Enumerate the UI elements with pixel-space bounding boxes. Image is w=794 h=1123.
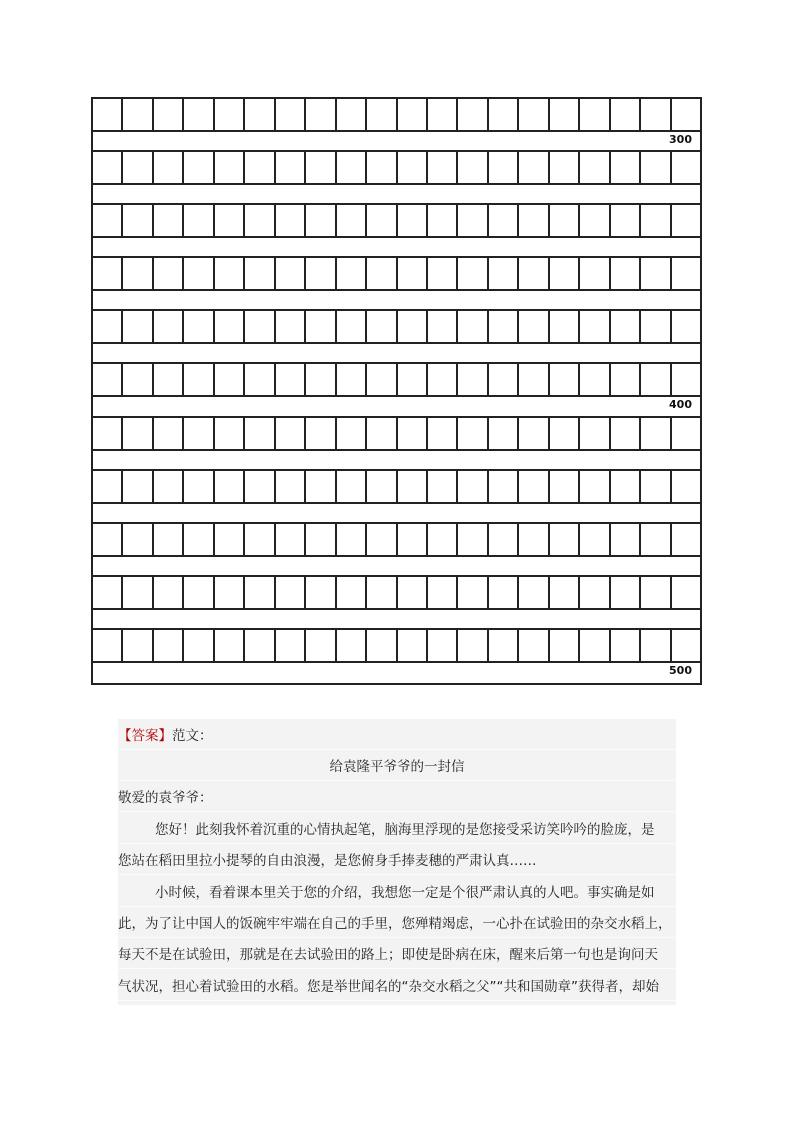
grid-cell[interactable] — [276, 152, 306, 183]
grid-cell[interactable] — [276, 99, 306, 130]
grid-row — [93, 524, 700, 555]
grid-cell[interactable] — [93, 99, 123, 130]
grid-cell[interactable] — [306, 630, 336, 661]
grid-cell[interactable] — [215, 311, 245, 342]
letter-line: 此，为了让中国人的饭碗牢牢端在自己的手里，您殚精竭虑，一心扑在试验田的杂交水稻上， — [118, 911, 676, 938]
grid-cell[interactable] — [276, 524, 306, 555]
grid-cell[interactable] — [367, 311, 397, 342]
grid-cell[interactable] — [245, 524, 275, 555]
letter-title: 给袁隆平爷爷的一封信 — [118, 754, 676, 781]
grid-cell[interactable] — [489, 99, 519, 130]
grid-cell[interactable] — [184, 258, 214, 289]
grid-cell[interactable] — [276, 630, 306, 661]
grid-cell[interactable] — [398, 524, 428, 555]
grid-cell[interactable] — [367, 99, 397, 130]
grid-cell[interactable] — [489, 630, 519, 661]
grid-cell[interactable] — [550, 418, 580, 449]
grid-cell[interactable] — [93, 471, 123, 502]
grid-cell[interactable] — [154, 205, 184, 236]
grid-cell[interactable] — [184, 524, 214, 555]
grid-cell[interactable] — [458, 205, 488, 236]
grid-cell[interactable] — [519, 152, 549, 183]
grid-line — [93, 555, 700, 557]
grid-cell[interactable] — [672, 630, 700, 661]
grid-cell[interactable] — [306, 152, 336, 183]
grid-cell[interactable] — [611, 205, 641, 236]
grid-cell[interactable] — [154, 630, 184, 661]
grid-cell[interactable] — [367, 258, 397, 289]
grid-cell[interactable] — [428, 577, 458, 608]
grid-line — [93, 342, 700, 344]
grid-cell[interactable] — [93, 630, 123, 661]
grid-cell[interactable] — [154, 258, 184, 289]
grid-cell[interactable] — [580, 364, 610, 395]
grid-row — [93, 630, 700, 661]
grid-cell[interactable] — [276, 258, 306, 289]
grid-cell[interactable] — [215, 258, 245, 289]
grid-cell[interactable] — [93, 311, 123, 342]
grid-cell[interactable] — [611, 577, 641, 608]
grid-cell[interactable] — [458, 471, 488, 502]
grid-cell[interactable] — [154, 577, 184, 608]
grid-cell[interactable] — [184, 630, 214, 661]
answer-tag: 【答案】 — [118, 728, 172, 744]
grid-cell[interactable] — [489, 577, 519, 608]
grid-cell[interactable] — [154, 471, 184, 502]
grid-cell[interactable] — [672, 418, 700, 449]
grid-cell[interactable] — [154, 418, 184, 449]
grid-cell[interactable] — [489, 152, 519, 183]
grid-line — [93, 449, 700, 451]
grid-cell[interactable] — [611, 258, 641, 289]
grid-cell[interactable] — [672, 524, 700, 555]
grid-cell[interactable] — [276, 364, 306, 395]
grid-cell[interactable] — [215, 471, 245, 502]
grid-cell[interactable] — [519, 418, 549, 449]
grid-cell[interactable] — [184, 471, 214, 502]
grid-cell[interactable] — [672, 364, 700, 395]
grid-cell[interactable] — [337, 524, 367, 555]
grid-cell[interactable] — [245, 258, 275, 289]
grid-cell[interactable] — [550, 258, 580, 289]
grid-cell[interactable] — [184, 364, 214, 395]
word-count-marker: 400 — [669, 398, 692, 412]
grid-cell[interactable] — [123, 577, 153, 608]
grid-cell[interactable] — [550, 99, 580, 130]
grid-cell[interactable] — [398, 311, 428, 342]
grid-cell[interactable] — [519, 471, 549, 502]
letter-line: 气状况，担心着试验田的水稻。您是举世闻名的“杂交水稻之父”“共和国勋章”获得者，却始 — [118, 974, 676, 1001]
grid-cell[interactable] — [154, 99, 184, 130]
grid-cell[interactable] — [641, 524, 671, 555]
grid-cell[interactable] — [93, 418, 123, 449]
grid-cell[interactable] — [489, 258, 519, 289]
grid-cell[interactable] — [580, 577, 610, 608]
grid-cell[interactable] — [154, 364, 184, 395]
grid-line — [93, 608, 700, 610]
grid-line — [93, 502, 700, 504]
grid-cell[interactable] — [580, 311, 610, 342]
grid-line — [93, 661, 700, 663]
grid-row — [93, 577, 700, 608]
grid-cell[interactable] — [215, 205, 245, 236]
grid-cell[interactable] — [123, 152, 153, 183]
grid-cell[interactable] — [398, 152, 428, 183]
grid-cell[interactable] — [367, 364, 397, 395]
grid-cell[interactable] — [123, 205, 153, 236]
grid-cell[interactable] — [245, 205, 275, 236]
grid-cell[interactable] — [215, 364, 245, 395]
grid-cell[interactable] — [580, 418, 610, 449]
grid-cell[interactable] — [306, 418, 336, 449]
letter-line: 小时候，看着课本里关于您的介绍，我想您一定是个很严肃认真的人吧。事实确是如 — [118, 880, 676, 907]
grid-cell[interactable] — [276, 205, 306, 236]
grid-cell[interactable] — [367, 205, 397, 236]
grid-cell[interactable] — [672, 577, 700, 608]
grid-cell[interactable] — [215, 418, 245, 449]
grid-cell[interactable] — [550, 471, 580, 502]
grid-cell[interactable] — [123, 364, 153, 395]
grid-cell[interactable] — [93, 152, 123, 183]
word-count-marker: 300 — [669, 133, 692, 146]
grid-cell[interactable] — [245, 364, 275, 395]
grid-cell[interactable] — [367, 471, 397, 502]
grid-cell[interactable] — [611, 311, 641, 342]
grid-cell[interactable] — [337, 311, 367, 342]
grid-cell[interactable] — [611, 364, 641, 395]
grid-cell[interactable] — [519, 524, 549, 555]
grid-cell[interactable] — [580, 205, 610, 236]
grid-cell[interactable] — [611, 524, 641, 555]
grid-line — [93, 183, 700, 185]
grid-line — [93, 236, 700, 238]
grid-cell[interactable] — [337, 577, 367, 608]
grid-cell[interactable] — [428, 524, 458, 555]
grid-row — [93, 152, 700, 183]
grid-cell[interactable] — [489, 205, 519, 236]
grid-cell[interactable] — [489, 311, 519, 342]
grid-cell[interactable] — [337, 258, 367, 289]
grid-cell[interactable] — [306, 311, 336, 342]
grid-cell[interactable] — [672, 471, 700, 502]
grid-cell[interactable] — [550, 364, 580, 395]
grid-cell[interactable] — [458, 364, 488, 395]
grid-cell[interactable] — [367, 630, 397, 661]
grid-cell[interactable] — [519, 99, 549, 130]
grid-cell[interactable] — [306, 364, 336, 395]
grid-cell[interactable] — [245, 418, 275, 449]
grid-cell[interactable] — [672, 258, 700, 289]
grid-cell[interactable] — [428, 152, 458, 183]
grid-cell[interactable] — [123, 311, 153, 342]
grid-cell[interactable] — [641, 418, 671, 449]
grid-cell[interactable] — [580, 99, 610, 130]
grid-cell[interactable] — [93, 577, 123, 608]
grid-cell[interactable] — [458, 152, 488, 183]
letter-line: 每天不是在试验田，那就是在去试验田的路上；即使是卧病在床，醒来后第一句也是询问天 — [118, 942, 676, 969]
grid-cell[interactable] — [672, 152, 700, 183]
grid-cell[interactable] — [306, 258, 336, 289]
grid-cell[interactable] — [519, 258, 549, 289]
grid-cell[interactable] — [489, 471, 519, 502]
grid-cell[interactable] — [184, 99, 214, 130]
grid-cell[interactable] — [641, 205, 671, 236]
grid-cell[interactable] — [672, 311, 700, 342]
grid-cell[interactable] — [245, 471, 275, 502]
grid-cell[interactable] — [154, 152, 184, 183]
grid-cell[interactable] — [93, 364, 123, 395]
grid-cell[interactable] — [428, 630, 458, 661]
grid-cell[interactable] — [580, 524, 610, 555]
grid-cell[interactable] — [458, 311, 488, 342]
grid-cell[interactable] — [215, 630, 245, 661]
grid-cell[interactable] — [306, 577, 336, 608]
grid-cell[interactable] — [337, 205, 367, 236]
word-count-marker: 500 — [669, 663, 692, 677]
grid-cell[interactable] — [93, 258, 123, 289]
grid-cell[interactable] — [672, 205, 700, 236]
grid-cell[interactable] — [489, 524, 519, 555]
grid-cell[interactable] — [306, 99, 336, 130]
grid-cell[interactable] — [611, 99, 641, 130]
grid-cell[interactable] — [184, 152, 214, 183]
grid-cell[interactable] — [580, 258, 610, 289]
grid-cell[interactable] — [398, 258, 428, 289]
answer-label — [118, 723, 676, 750]
grid-row — [93, 258, 700, 289]
grid-cell[interactable] — [93, 524, 123, 555]
grid-row — [93, 205, 700, 236]
grid-cell[interactable] — [184, 577, 214, 608]
grid-cell[interactable] — [215, 577, 245, 608]
grid-cell[interactable] — [123, 471, 153, 502]
grid-line — [93, 289, 700, 291]
grid-cell[interactable] — [245, 152, 275, 183]
grid-cell[interactable] — [337, 471, 367, 502]
grid-cell[interactable] — [580, 471, 610, 502]
grid-cell[interactable] — [276, 311, 306, 342]
grid-cell[interactable] — [337, 418, 367, 449]
grid-cell[interactable] — [519, 205, 549, 236]
grid-cell[interactable] — [367, 418, 397, 449]
grid-cell[interactable] — [641, 630, 671, 661]
grid-cell[interactable] — [641, 258, 671, 289]
grid-cell[interactable] — [154, 311, 184, 342]
grid-cell[interactable] — [337, 630, 367, 661]
letter-line: 您好！此刻我怀着沉重的心情执起笔，脑海里浮现的是您接受采访笑吟吟的脸庞，是 — [118, 817, 676, 844]
grid-cell[interactable] — [367, 524, 397, 555]
grid-cell[interactable] — [489, 364, 519, 395]
grid-cell[interactable] — [123, 258, 153, 289]
grid-cell[interactable] — [398, 471, 428, 502]
grid-row — [93, 311, 700, 342]
grid-cell[interactable] — [550, 524, 580, 555]
grid-cell[interactable] — [550, 205, 580, 236]
grid-cell[interactable] — [398, 577, 428, 608]
grid-cell[interactable] — [337, 364, 367, 395]
grid-cell[interactable] — [489, 418, 519, 449]
grid-cell[interactable] — [428, 99, 458, 130]
grid-cell[interactable] — [641, 99, 671, 130]
grid-cell[interactable] — [428, 364, 458, 395]
grid-cell[interactable] — [519, 364, 549, 395]
grid-cell[interactable] — [428, 205, 458, 236]
grid-line — [93, 395, 700, 397]
grid-cell[interactable] — [154, 524, 184, 555]
grid-cell[interactable] — [428, 471, 458, 502]
grid-line — [93, 130, 700, 132]
grid-cell[interactable] — [519, 630, 549, 661]
grid-cell[interactable] — [245, 311, 275, 342]
grid-cell[interactable] — [276, 418, 306, 449]
grid-cell[interactable] — [93, 205, 123, 236]
grid-row — [93, 364, 700, 395]
grid-cell[interactable] — [611, 418, 641, 449]
grid-cell[interactable] — [641, 152, 671, 183]
grid-cell[interactable] — [550, 311, 580, 342]
grid-cell[interactable] — [672, 99, 700, 130]
grid-cell[interactable] — [398, 205, 428, 236]
grid-cell[interactable] — [215, 524, 245, 555]
grid-cell[interactable] — [611, 471, 641, 502]
grid-row — [93, 99, 700, 130]
grid-cell[interactable] — [458, 99, 488, 130]
grid-cell[interactable] — [306, 524, 336, 555]
grid-cell[interactable] — [641, 577, 671, 608]
grid-row — [93, 471, 700, 502]
grid-cell[interactable] — [641, 364, 671, 395]
grid-cell[interactable] — [519, 311, 549, 342]
grid-cell[interactable] — [398, 418, 428, 449]
grid-cell[interactable] — [398, 630, 428, 661]
grid-cell[interactable] — [306, 205, 336, 236]
grid-cell[interactable] — [337, 99, 367, 130]
letter-line: 您站在稻田里拉小提琴的自由浪漫，是您俯身手捧麦穗的严肃认真…… — [118, 848, 676, 875]
grid-cell[interactable] — [611, 630, 641, 661]
grid-cell[interactable] — [245, 577, 275, 608]
grid-cell[interactable] — [458, 577, 488, 608]
grid-cell[interactable] — [367, 577, 397, 608]
grid-cell[interactable] — [458, 418, 488, 449]
grid-cell[interactable] — [550, 577, 580, 608]
grid-cell[interactable] — [428, 258, 458, 289]
grid-cell[interactable] — [641, 311, 671, 342]
grid-cell[interactable] — [184, 418, 214, 449]
grid-cell[interactable] — [458, 258, 488, 289]
grid-cell[interactable] — [123, 99, 153, 130]
answer-label-text: 范文： — [172, 728, 213, 744]
grid-cell[interactable] — [215, 152, 245, 183]
grid-cell[interactable] — [519, 577, 549, 608]
grid-cell[interactable] — [550, 152, 580, 183]
letter-salutation: 敬爱的袁爷爷： — [118, 785, 676, 812]
writing-grid — [91, 97, 702, 685]
grid-cell[interactable] — [276, 577, 306, 608]
grid-cell[interactable] — [276, 471, 306, 502]
grid-cell[interactable] — [458, 630, 488, 661]
grid-cell[interactable] — [306, 471, 336, 502]
grid-cell[interactable] — [550, 630, 580, 661]
grid-cell[interactable] — [580, 630, 610, 661]
grid-cell[interactable] — [245, 630, 275, 661]
grid-cell[interactable] — [641, 471, 671, 502]
grid-cell[interactable] — [428, 418, 458, 449]
grid-cell[interactable] — [123, 418, 153, 449]
grid-cell[interactable] — [215, 99, 245, 130]
grid-cell[interactable] — [398, 99, 428, 130]
grid-cell[interactable] — [337, 152, 367, 183]
grid-cell[interactable] — [184, 205, 214, 236]
answer-section — [118, 719, 676, 1005]
grid-cell[interactable] — [458, 524, 488, 555]
grid-cell[interactable] — [580, 152, 610, 183]
grid-cell[interactable] — [123, 630, 153, 661]
grid-cell[interactable] — [123, 524, 153, 555]
grid-cell[interactable] — [428, 311, 458, 342]
grid-cell[interactable] — [611, 152, 641, 183]
grid-cell[interactable] — [398, 364, 428, 395]
grid-cell[interactable] — [184, 311, 214, 342]
grid-row — [93, 418, 700, 449]
grid-cell[interactable] — [245, 99, 275, 130]
grid-cell[interactable] — [367, 152, 397, 183]
